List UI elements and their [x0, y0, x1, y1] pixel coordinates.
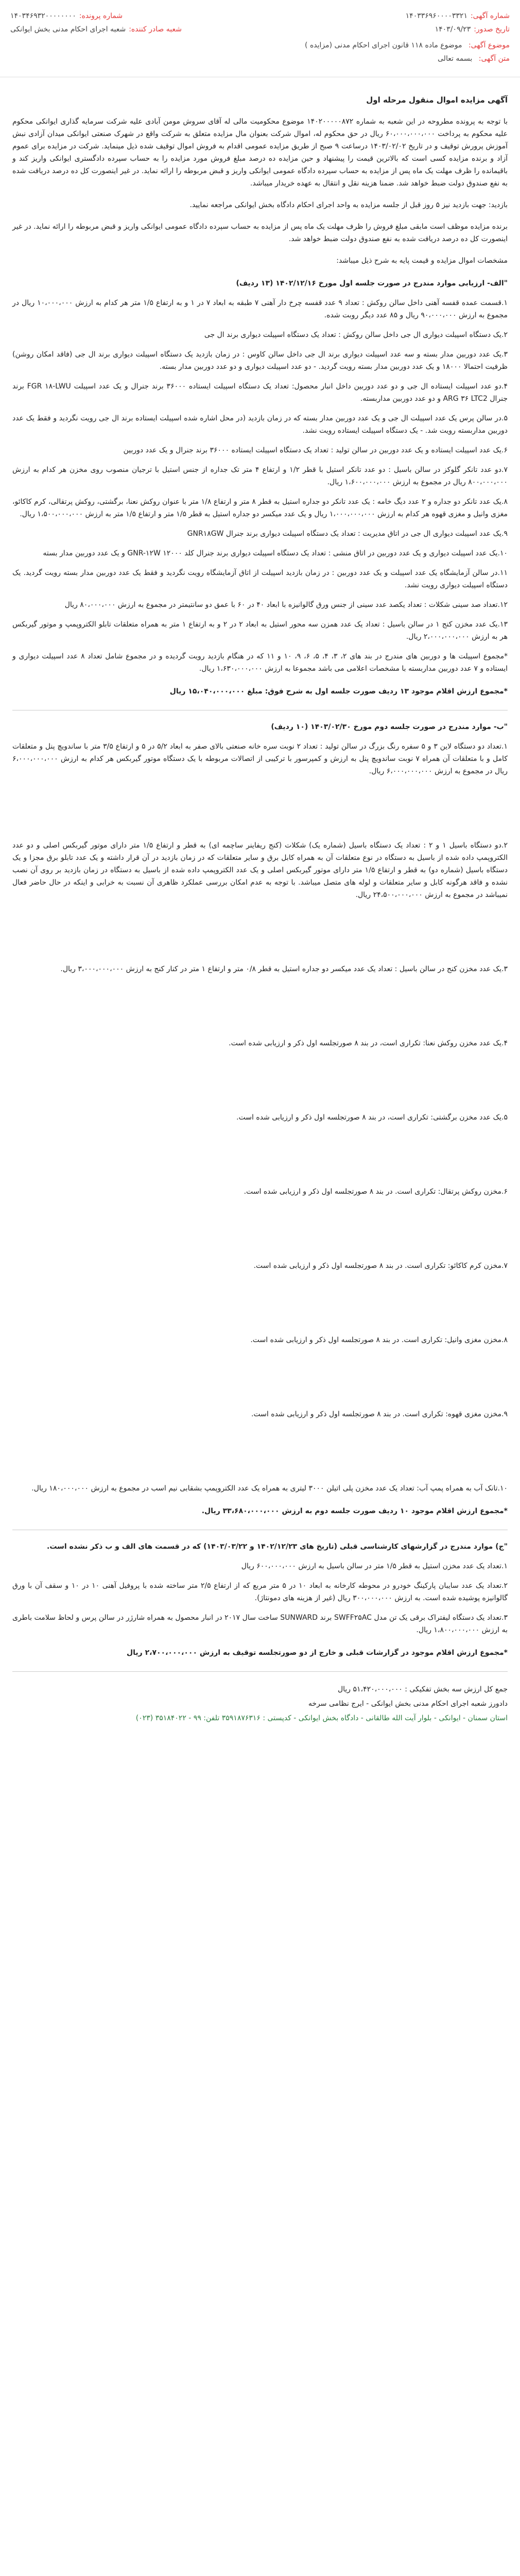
issue-date-value: ۱۴۰۳/۰۹/۲۳: [435, 25, 471, 33]
header-row-1: [10, 9, 510, 23]
notice-subject-value: موضوع ماده ۱۱۸ قانون اجرای احکام مدنی (مزایده ): [305, 41, 462, 49]
notice-text-value: بسمه تعالی: [438, 55, 473, 63]
footer-info: [12, 1682, 508, 1725]
list-item: ۱۱.در سالن آزمایشگاه یک عدد اسپیلت و یک عدد دوربین : در زمان بازدید اسپیلت از اتاق آزمایشگاه رویت نگردید و فقط یک عدد دوربین مدار بسته رویت گردید. یک دستگاه اسپیلت دیواری رویت نشد.: [12, 569, 508, 589]
section-c-heading: "ج) موارد مندرج در گزارشهای کارشناسی قبلی (تاریخ های ۱۴۰۲/۱۲/۲۳ و ۱۴۰۳/۰۳/۲۲) که در قسمت های الف و ب ذکر نشده است.: [47, 1543, 508, 1551]
issuing-branch: [10, 25, 182, 33]
section-divider: [12, 1671, 508, 1672]
list-item: ۶.مخزن روکش پرتقال: تکراری است. در بند ۸ صورتجلسه اول ذکر و ارزیابی شده است.: [244, 1188, 508, 1196]
section-a-total: *مجموع ارزش اقلام موجود ۱۳ ردیف صورت جلسه اول به شرح فوق: مبلغ ۱۵،۰۴۰،۰۰۰،۰۰۰ ریال: [169, 687, 508, 696]
case-number-value: ۱۴۰۳۴۶۹۳۲۰۰۰۰۰۰۰۰: [10, 12, 76, 20]
list-item: ۳.یک عدد دوربین مدار بسته و سه عدد اسپیلت دیواری برند ال جی داخل سالن کاوس : در زمان بازدید یک دستگاه اسپیلت دیواری برند ال جی (فاقد امکان روشن) ظرفیت احتمالا ۱۸۰۰۰ و یک عدد دوربین مدار بسته رویت گردید. - دو عدد اسپیلت دیواری و دو عدد دوربین مدار بسته.: [12, 350, 508, 371]
paragraph-intro: با توجه به پرونده مطروحه در این شعبه به شماره ۱۴۰۲۰۰۰۰۰۸۷۲ موضوع محکومیت مالی له آقای سروش مومن آبادی علیه شرکت سرمایه گذاری ایوانکی محکوم علیه محکوم به پرداخت ۶۰،۰۰۰،۰۰۰،۰۰۰ ریال در حق محکوم له، اموال شرکت بعنوان مال مزایده متعلق به شرکت واقع در شهرک صنعتی ایوانکی میدان آزادی نبش آموزش پرورش توقیف و در تاریخ ۱۴۰۳/۰۲/۰۲ درساعت ۹ صبح از طریق مزایده عمومی اقدام به فروش اموال توقیف شده ذیل مینماید. شرکت در مزایده برای عموم آزاد و برنده مزایده کسی است که بالاترین قیمت را پیشنهاد و حین مزایده ده درصد مبلغ فروش مورد مزایده را به حساب سپرده دادگستری ایوانکی واریز کند و باقیمانده را ظرف مهلت یک ماه پس از مزایده به حساب سپرده دادگاه عمومی ایوانکی واریز و قبض مربوطه را ارائه نماید. در غیر اینصورت کل ده درصد دریافت شده به نفع صندوق دولت ضبط خواهد شد. ضمنا هزینه نقل و انتقال به عهده خریدار میباشد.: [12, 117, 508, 188]
issue-date: [435, 25, 510, 33]
list-item: ۵.در سالن پرس یک عدد اسپیلت ال جی و یک عدد دوربین مدار بسته که در زمان بازدید (در محل اشاره شده اسپیلت ایستاده برند ال جی رویت نگردید و فقط یک عدد دوربین مداربسته رویت شد. - یک دستگاه اسپیلت ایستاده رویت نشد.: [12, 414, 508, 435]
list-item: ۴.یک عدد مخزن روکش نعنا: تکراری است، در بند ۸ صورتجلسه اول ذکر و ارزیابی شده است.: [229, 1039, 508, 1047]
list-item: ۱.قسمت عمده قفسه آهنی داخل سالن روکش : تعداد ۹ عدد قفسه چرخ دار آهنی ۷ طبقه به ابعاد ۷ در ۱ و به ارتفاع ۱/۵ متر هر کدام به ارزش ۱۰،۰۰۰،۰۰۰ ریال در مجموع به ارزش ۹۰،۰۰۰،۰۰۰ ریال و ۸۵ عدد دیگر روبت شده.: [12, 299, 508, 319]
list-item: ۸.مخزن مغزی وانیل: تکراری است. در بند ۸ صورتجلسه اول ذکر و ارزیابی شده است.: [250, 1336, 508, 1344]
paragraph-split-summary: *مجموع اسپیلت ها و دوربین های مندرج در بند های ۲، ۳، ۴، ۵، ۶، ۹، ۱۰ و ۱۱ که در هنگام بازدید رویت گردیده و در مجموع شامل تعداد ۸ عدد اسپیلت دیواری و ایستاده و ۷ عدد دوربین مداربسته با مشخصات اعلامی می باشد مجموعا به ارزش ۱،۶۳۰،۰۰۰،۰۰۰ ریال.: [12, 652, 508, 673]
address-line: استان سمنان - ایوانکی - بلوار آیت الله طالقانی - دادگاه بخش ایوانکی - کدپستی : ۳۵۹۱۸۷۶۳۱۶ تلفن: ۹۹ - ۳۵۱۸۴۰۲۲ (۰۲۳): [135, 1714, 508, 1722]
case-number: [10, 12, 123, 20]
signature-line: دادورز شعبه اجرای احکام مدنی بخش ایوانکی - ایرج نظامی سرخه: [308, 1700, 508, 1708]
issuing-branch-value: شعبه اجرای احکام مدنی بخش ایوانکی: [10, 25, 126, 33]
notice-subject-label: موضوع آگهی:: [468, 41, 510, 49]
list-item: ۴.دو عدد اسپیلت ایستاده ال جی و دو عدد دوربین داخل انبار محصول: تعداد یک دستگاه اسپیلت ایستاده ۳۶۰۰۰ برند جنرال و یک عدد اسپیلت FGR ۱۸-LWU برند جنرال ARG ۳۶ LTC2 و دو عدد دوربین مداربسته.: [12, 382, 508, 403]
list-item: ۳.تعداد یک دستگاه لیفتراک برقی یک تن مدل SWFF۲۵AC برند SUNWARD ساخت سال ۲۰۱۷ در انبار محصول به همراه شارژر در سالن پرس و لحاظ سلامت باطری به ارزش ۱،۸۰۰،۰۰۰،۰۰۰ ریال.: [12, 1614, 508, 1634]
list-item: ۱.تعداد دو دستگاه لاین ۳ و ۵ سفره رنگ بزرگ در سالن تولید : تعداد ۲ نوبت سره خانه صنعتی بالای صفر به ابعاد ۵/۲ در ۵ و ارتفاع ۳/۵ متر با ساندویچ پنل و متعلقات کامل و با متعلقات آن همراه ۷ نوبت ساندویچ پنل به ارزش و کمپرسور با ترکیبی از اتصالات مربوطه با یک دستگاه موتور گیربکس هر کدام به ارزش ۶،۰۰۰،۰۰۰،۰۰۰ ریال در مجموع به ارزش ۶،۰۰۰،۰۰۰،۰۰۰ ریال.: [12, 742, 508, 775]
list-item: ۹.یک عدد اسپیلت دیواری ال جی در اتاق مدیریت : تعداد یک دستگاه اسپیلت دیواری برند جنرال GNR۱۸GW: [187, 530, 508, 538]
list-item: ۱۰.یک عدد اسپیلت دیواری و یک عدد دوربین در اتاق منشی : تعداد یک دستگاه اسپیلت دیواری برند جنرال کلد GNR-۱۲W ۱۲۰۰۰ و یک عدد دوربین مدار بسته: [43, 549, 508, 557]
notice-title: آگهی مزایده اموال منقول مرحله اول: [366, 95, 508, 105]
paragraph-visit: بازدید: جهت بازدید نیز ۵ روز قبل از جلسه مزایده به واحد اجرای احکام دادگاه بخش ایوانکی مراجعه نمایید.: [189, 201, 508, 209]
section-b-total: *مجموع ارزش اقلام موجود ۱۰ ردیف صورت جلسه دوم به ارزش ۳۳،۶۸۰،۰۰۰،۰۰۰ ریال.: [201, 1507, 508, 1515]
paragraph-winner: برنده مزایده موظف است مابقی مبلغ فروش را ظرف مهلت یک ماه پس از مزایده به حساب سپرده دادگاه عمومی ایوانکی واریز و قبض مربوطه را ارائه نماید. در غیر اینصورت کل ده درصد دریافت شده به نفع صندوق دولت ضبط خواهد شد.: [12, 223, 508, 243]
section-c-total: *مجموع ارزش اقلام موجود در گزارشات قبلی و خارج از دو صورتجلسه توقیف به ارزش ۲،۷۰۰،۰۰۰،۰۰۰ ریال: [126, 1649, 508, 1657]
list-item: ۵.یک عدد مخزن برگشتی: تکراری است، در بند ۸ صورتجلسه اول ذکر و ارزیابی شده است.: [236, 1113, 508, 1122]
list-item: ۹.مخزن مغزی قهوه: تکراری است. در بند ۸ صورتجلسه اول ذکر و ارزیابی شده است.: [251, 1410, 508, 1418]
list-item: ۲.تعداد یک عدد سایبان پارکینگ خودرو در محوطه کارخانه به ابعاد ۱۰ در ۵ متر مربع که از ارتفاع ۲/۵ متر ساخته شده با پروفیل آهنی ۱۰ در ۱۰ و سقف آن با ورق گالوانیزه پوشیده شده است. به ارزش ۳۰۰،۰۰۰،۰۰۰ ریال (غیر از هزینه های دمونتاژ).: [12, 1582, 508, 1602]
list-item: ۸.یک عدد تانکر دو جداره و ۲ عدد دیگ خامه : یک عدد تانکر دو جداره استیل به قطر ۸ متر و ارتفاع ۱/۸ متر با عنوان روکش نعنا، برگشتی، روکش پرتقالی، کرم کاکائو، مغزی وانیل و مغزی قهوه هر کدام به ارزش ۱،۰۰۰،۰۰۰،۰۰۰ ریال و یک عدد میکسر دو جداره استیل به قطر ۱/۵ متر و ارتفاع ۱/۵ متر به ارزش ۱،۵۰۰،۰۰۰،۰۰۰ ریال.: [12, 498, 508, 518]
list-item: ۶.یک عدد اسپیلت ایستاده و یک عدد دوربین در سالن تولید : تعداد یک دستگاه اسپیلت ایستاده ۳۶۰۰۰ برند جنرال و یک عدد دوربین: [123, 446, 508, 454]
issue-date-label: تاریخ صدور:: [474, 25, 510, 33]
notice-subject: [10, 41, 510, 49]
list-item: ۲.دو دستگاه باسیل ۱ و ۲ : تعداد یک دستگاه باسیل (شماره یک) شکلات (کنج ریفاینر ساچمه ای) به قطر و ارتفاع ۱/۵ متر دارای موتور گیربکس اصلی و دو عدد الکتروپمپ داده شده از باسیل به دستگاه در نوع متعلقات آن به همراه کابل برق و سایر متعلقات که در زمان بازدید در آن قرار داشته و یک عدد تابلو برق مجزا و یک دستگاه باسیل (شماره دو) به قطر و ارتفاع ۱/۵ متر دارای موتور گیربکس اصلی و یک عدد الکتروپمپ داده شده از باسیل به دستگاه در زمان بازدید بر روی آن نصب نشده و فاقد هرگونه کابل و سایر متعلقات و لوله های متصل میباشد. با توجه به عدم امکان بررسی عملکرد ظاهری آن نسبت به خرابی و اینکه در حال حاضر فعال نمیباشد در مجموع به ارزش ۲۴،۵۰۰،۰۰۰،۰۰۰ ریال.: [12, 841, 508, 899]
list-item: ۲.یک دستگاه اسپیلت دیواری ال جی داخل سالن روکش : تعداد یک دستگاه اسپیلت دیواری برند ال جی: [204, 331, 508, 339]
issuing-branch-label: شعبه صادر کننده:: [129, 25, 182, 33]
notice-header: [0, 0, 520, 77]
notice-text: [10, 55, 510, 63]
section-b-heading: "ب- موارد مندرج در صورت جلسه دوم مورخ ۱۴۰۳/۰۲/۳۰ (۱۰ ردیف): [271, 723, 508, 731]
notice-number: [406, 12, 510, 20]
list-item: ۳.یک عدد مخزن کنج در سالن باسیل : تعداد یک عدد میکسر دو جداره استیل به قطر ۰/۸ متر و ارتفاع ۱ متر در کنار کنج به ارزش ۳،۰۰۰،۰۰۰،۰۰۰ ریال.: [60, 965, 508, 973]
notice-number-value: ۱۴۰۳۳۶۹۶۰۰۰۰۳۳۲۱: [405, 12, 467, 20]
final-total: جمع کل ارزش سه بخش تفکیکی : ۵۱،۴۲۰،۰۰۰،۰۰۰ ریال: [337, 1685, 508, 1693]
section-a-heading: "الف- ارزیابی موارد مندرج در صورت جلسه اول مورخ ۱۴۰۲/۱۲/۱۶ (۱۳ ردیف): [236, 279, 508, 287]
list-item: ۱۰.تانک آب به همراه پمپ آب: تعداد یک عدد مخزن پلی اتیلن ۳۰۰۰ لیتری به همراه یک عدد الکتروپمپ بشقابی نیم اسب در مجموع به ارزش ۱۸۰،۰۰۰،۰۰۰ ریال.: [31, 1484, 508, 1493]
list-item: ۱.تعداد یک عدد مخزن استیل به قطر ۱/۵ متر در سالن باسیل به ارزش ۶۰۰،۰۰۰،۰۰۰ ریال: [241, 1562, 508, 1570]
notice-body: [0, 77, 520, 1725]
list-item: ۷.دو عدد تانکر گلوکز در سالن باسیل : دو عدد تانکر استیل با قطر ۱/۲ و ارتفاع ۴ متر تک جداره از جنس استیل با ترجیان منصوب روی مخزن هر کدام به ارزش ۸۰۰،۰۰۰،۰۰۰ ریال در مجموع به ارزش ۱،۶۰۰،۰۰۰،۰۰۰ ریال.: [12, 466, 508, 486]
header-row-2: [10, 23, 510, 36]
notice-text-label: متن آگهی:: [478, 55, 510, 63]
list-item: ۱۲.تعداد صد سینی شکلات : تعداد یکصد عدد سینی از جنس ورق گالوانیزه با ابعاد ۴۰ در ۶۰ با عمق دو سانتیمتر در مجموع به ارزش ۸۰،۰۰۰،۰۰۰ ریال: [64, 601, 508, 609]
paragraph-specs: مشخصات اموال مزایده و قیمت پایه به شرح ذیل میباشد:: [336, 257, 508, 265]
notice-number-label: شماره آگهی:: [470, 12, 510, 20]
list-item: ۱۳.یک عدد مخزن کنج ۱ در سالن باسیل : تعداد یک عدد همزن سه محور استیل به ابعاد ۲ در ۲ و به ارتفاع ۱ متر به همراه متعلقات تابلو الکتروپمپ و موتور گیربکس هر به ارزش ۲،۰۰۰،۰۰۰،۰۰۰ ریال.: [12, 620, 508, 641]
list-item: ۷.مخزن کرم کاکائو: تکراری است. در بند ۸ صورتجلسه اول ذکر و ارزیابی شده است.: [253, 1262, 508, 1270]
case-number-label: شماره پرونده:: [79, 12, 123, 20]
